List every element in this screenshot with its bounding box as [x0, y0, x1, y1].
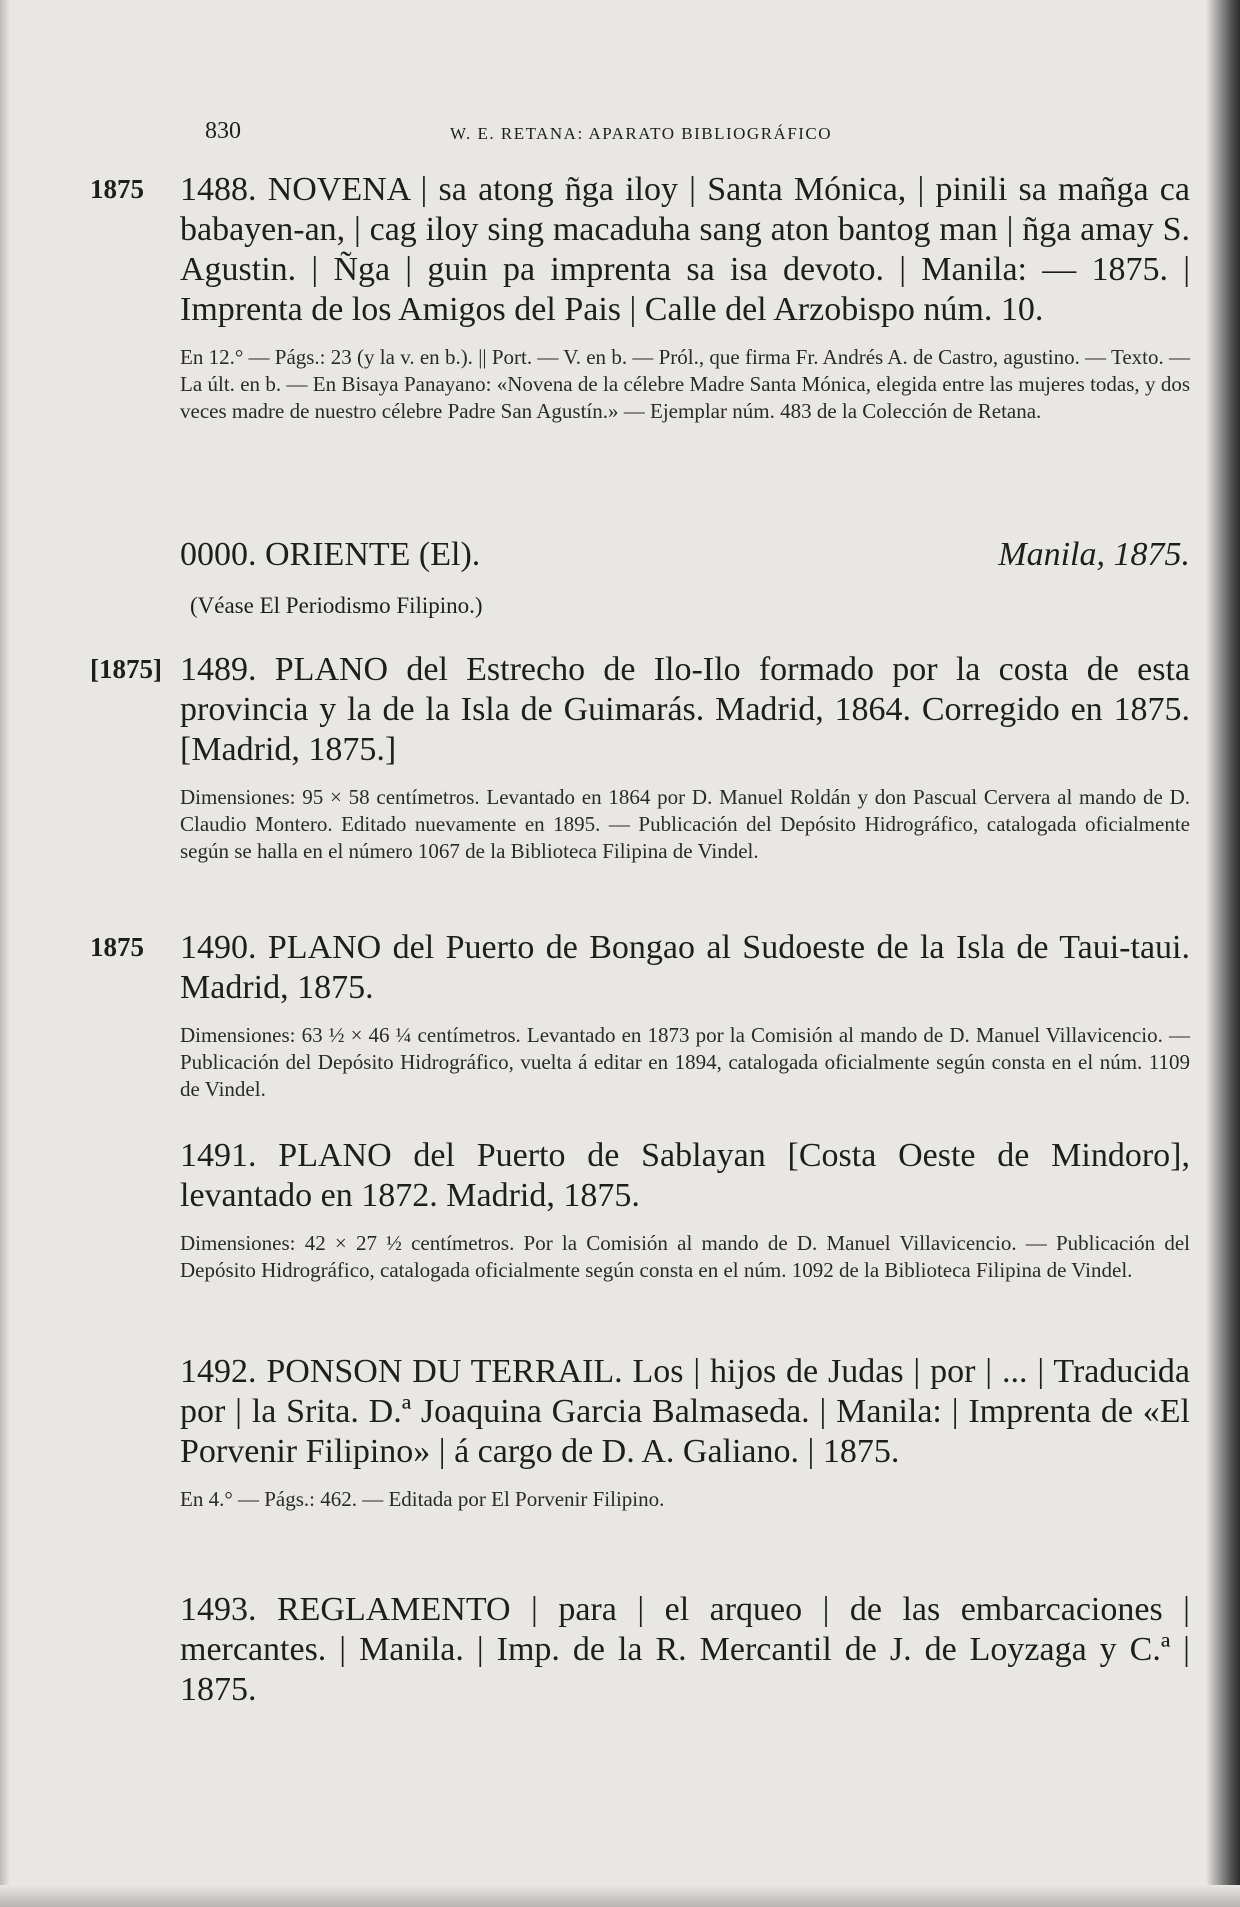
page-shadow-bottom [0, 1885, 1240, 1907]
entry-title: 1493. REGLAMENTO | para | el arqueo | de las embarcaciones | mercantes. | Manila. | Imp. de la R. Mercantil de J. de Loyzaga y C.ª | 1875. [180, 1591, 1190, 1708]
entry-title: 1489. PLANO del Estrecho de Ilo-Ilo formado por la costa de esta provincia y la de la Isla de Guimarás. Madrid, 1864. Corregido en 1875. [Madrid, 1875.] [180, 651, 1190, 768]
entry-title: 1490. PLANO del Puerto de Bongao al Sudoeste de la Isla de Taui-taui. Madrid, 1875. [180, 929, 1190, 1006]
page-gutter-shadow [1206, 0, 1240, 1907]
entry-note: Dimensiones: 95 × 58 centímetros. Levantado en 1864 por D. Manuel Roldán y don Pascual Cervera al mando de D. Claudio Montero. Editado nuevamente en 1895. — Publicación del Depósito Hidrográfico, catalogada oficialmente según se halla en el número 1067 de la Biblioteca Filipina de Vindel. [180, 785, 1190, 863]
entry-oriente [180, 535, 1190, 621]
entry-title: 1491. PLANO del Puerto de Sablayan [Costa Oeste de Mindoro], levantado en 1872. Madrid, 1875. [180, 1137, 1190, 1214]
entry-note: En 4.° — Págs.: 462. — Editada por El Porvenir Filipino. [180, 1487, 665, 1511]
entry-year: [1875] [90, 654, 162, 684]
entry-note: En 12.° — Págs.: 23 (y la v. en b.). || Port. — V. en b. — Pról., que firma Fr. Andrés A. de Castro, agustino. — Texto. — La últ. en b. — En Bisaya Panayano: «Novena de la célebre Madre Santa Mónica, elegida entre las mujeres todas, y dos veces madre de nuestro célebre Padre San Agustín.» — Ejemplar núm. 483 de la Colección de Retana. [180, 345, 1190, 423]
running-head: W. E. RETANA: APARATO BIBLIOGRÁFICO [450, 124, 833, 143]
entry-title: ORIENTE (El). [265, 536, 481, 573]
entry-title: 1488. NOVENA | sa atong ñga iloy | Santa Mónica, | pinili sa mañga ca babayen-an, | cag iloy sing macaduha sang aton bantog man | ñga amay S. Agustin. | Ñga | guin pa imprenta sa isa devoto. | Manila: — 1875. | Imprenta de los Amigos del Pais | Calle del Arzobispo núm. 10. [180, 171, 1190, 328]
entry-1491 [180, 1136, 1190, 1284]
entry-year: 1875 [90, 932, 144, 962]
entry-number: 0000. [180, 536, 257, 573]
cross-reference: (Véase El Periodismo Filipino.) [190, 593, 483, 618]
entry-place-date: Manila, 1875. [998, 536, 1190, 573]
entry-note: Dimensiones: 63 ½ × 46 ¼ centímetros. Levantado en 1873 por la Comisión al mando de D. Manuel Villavicencio. — Publicación del Depósito Hidrográfico, vuelta á editar en 1894, catalogada oficialmente según consta en el núm. 1109 de Vindel. [180, 1023, 1190, 1101]
entry-heading-row [180, 535, 1190, 575]
entry-year: 1875 [90, 174, 144, 204]
entry-1493 [180, 1590, 1190, 1710]
page-shadow-left [0, 0, 10, 1907]
page-header [205, 118, 1185, 148]
entry-1488 [90, 170, 1190, 425]
entry-1490 [90, 928, 1190, 1103]
entry-1489 [90, 650, 1190, 865]
page-number: 830 [205, 118, 241, 144]
entry-1492 [180, 1352, 1190, 1513]
entry-note: Dimensiones: 42 × 27 ½ centímetros. Por la Comisión al mando de D. Manuel Villavicencio. — Publicación del Depósito Hidrográfico, catalogada oficialmente según consta en el núm. 1092 de la Biblioteca Filipina de Vindel. [180, 1231, 1190, 1282]
entry-title-group [180, 535, 480, 575]
entry-title: 1492. PONSON DU TERRAIL. Los | hijos de Judas | por | ... | Traducida por | la Srita. D.ª Joaquina Garcia Balmaseda. | Manila: | Imprenta de «El Porvenir Filipino» | á cargo de D. A. Galiano. | 1875. [180, 1353, 1190, 1470]
